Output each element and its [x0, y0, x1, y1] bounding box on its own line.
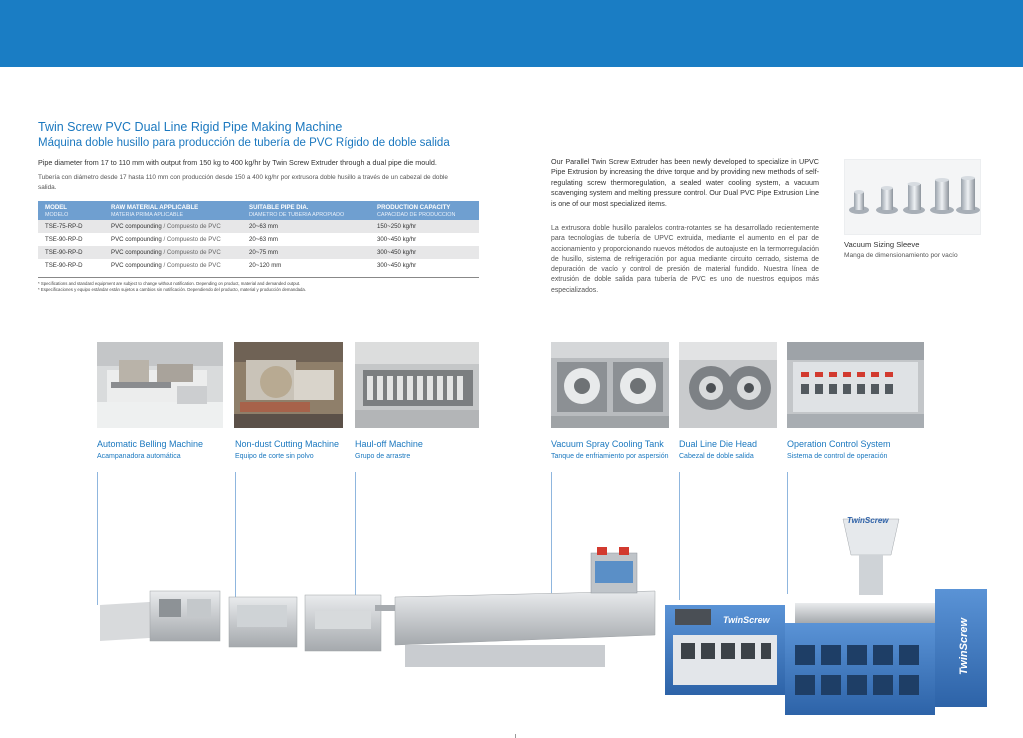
cell-diameter: 20~63 mm [242, 233, 370, 246]
hopper-logo-text: TwinScrew [847, 516, 889, 525]
cell-model: TSE-90-RP-D [38, 233, 104, 246]
col-header-material: RAW MATERIAL APPLICABLE MATERIA PRIMA APLICABLE [104, 201, 242, 220]
belling-machine-photo [97, 342, 223, 428]
table-bottom-rule [38, 277, 479, 278]
page-fold-mark [515, 734, 516, 738]
component-label-en: Haul-off Machine [355, 439, 423, 449]
cell-capacity: 300~450 kg/hr [370, 233, 479, 246]
component-label-es: Equipo de corte sin polvo [235, 453, 314, 460]
cell-material: PVC compounding / Compuesto de PVC [104, 233, 242, 246]
intro-text-en: Pipe diameter from 17 to 110 mm with output from 150 kg to 400 kg/hr by Twin Screw Extruder through a dual pipe die mould. [38, 158, 437, 167]
component-label-en: Automatic Belling Machine [97, 439, 204, 449]
col-header-capacity: PRODUCTION CAPACITY CAPACIDAD DE PRODUCCION [370, 201, 479, 220]
spec-table [38, 201, 479, 272]
description-es: La extrusora doble husillo paralelos contra-rotantes se ha desarrollado recientemente para tecnologías de tubería de UPVC extruida, mediante el aumento en el par de accionamiento y proporcionando nuevos métodos de autoajuste en la termorregulación de husillo, sistema de refrigeración por agua mediante circuito cerrado, sistema de depuración de vacío y control de presión de material fundido. Nuestra línea de extrusión de doble salida para tubería de PVC es uno de nuestros equipos más especializados. [551, 225, 819, 294]
table-row [38, 259, 479, 272]
component-label-en: Dual Line Die Head [679, 439, 758, 449]
page-subtitle: Máquina doble husillo para producción de tubería de PVC Rígido de doble salida [38, 137, 450, 149]
cell-material: PVC compounding / Compuesto de PVC [104, 220, 242, 233]
component-label-es: Tanque de enfriamiento por aspersión [551, 453, 669, 460]
production-line-illustration [95, 505, 995, 725]
component-label-en: Non-dust Cutting Machine [235, 439, 340, 449]
col-header-model: MODEL MODELO [38, 201, 104, 220]
side-logo-text: TwinScrew [958, 617, 970, 675]
header-band [0, 0, 1023, 67]
vacuum-spray-tank-photo [551, 342, 669, 428]
cell-capacity: 300~450 kg/hr [370, 259, 479, 272]
sleeve-label-en: Vacuum Sizing Sleeve [844, 240, 920, 249]
cell-diameter: 20~75 mm [242, 246, 370, 259]
cutting-machine-photo [234, 342, 343, 428]
table-row [38, 220, 479, 233]
page-title: Twin Screw PVC Dual Line Rigid Pipe Making Machine [38, 120, 343, 134]
component-label-es: Cabezal de doble salida [679, 453, 754, 460]
table-row [38, 233, 479, 246]
cell-model: TSE-90-RP-D [38, 246, 104, 259]
sleeve-label-es: Manga de dimensionamiento por vacío [844, 252, 958, 259]
haul-off-machine-photo [355, 342, 479, 428]
brand-logo-text: TwinScrew [723, 615, 770, 625]
cell-model: TSE-75-RP-D [38, 220, 104, 233]
component-label-es: Grupo de arrastre [355, 453, 411, 460]
footnote-en: * Specifications and standard equipment are subject to change without notification. Depending on product, material and demanded output. [38, 281, 301, 286]
die-head-photo [679, 342, 777, 428]
cell-diameter: 20~63 mm [242, 220, 370, 233]
cell-capacity: 150~250 kg/hr [370, 220, 479, 233]
description-en: Our Parallel Twin Screw Extruder has been newly developed to specialize in UPVC Pipe Extrusion by increasing the drive torque and by providing new methods of self-regulating screw thermoregulation, a sealed water cooling system, a vacuum scavenging system and melting pressure control. Our Dual PVC Pipe Extrusion Line is one of our most specialized items. [551, 157, 819, 208]
cell-diameter: 20~120 mm [242, 259, 370, 272]
cell-model: TSE-90-RP-D [38, 259, 104, 272]
intro-text-es: Tubería con diámetro desde 17 hasta 110 mm con producción desde 150 a 400 kg/hr por extrusora doble husillo a través de un cabezal de doble salida. [38, 174, 448, 191]
cell-capacity: 300~450 kg/hr [370, 246, 479, 259]
component-label-es: Acampanadora automática [97, 453, 181, 460]
component-label-en: Operation Control System [787, 439, 891, 449]
component-label-es: Sistema de control de operación [787, 453, 888, 460]
component-label-en: Vacuum Spray Cooling Tank [551, 439, 664, 449]
cell-material: PVC compounding / Compuesto de PVC [104, 259, 242, 272]
cell-material: PVC compounding / Compuesto de PVC [104, 246, 242, 259]
col-header-diameter: SUITABLE PIPE DIA. DIAMETRO DE TUBERIA APROPIADO [242, 201, 370, 220]
vacuum-sizing-sleeve-image [844, 159, 981, 235]
table-row [38, 246, 479, 259]
footnote-es: * Especificaciones y equipo estándar están sujetos a cambios sin notificación. Dependiendo del producto, material y producción demandada. [38, 287, 307, 292]
control-system-photo [787, 342, 924, 428]
